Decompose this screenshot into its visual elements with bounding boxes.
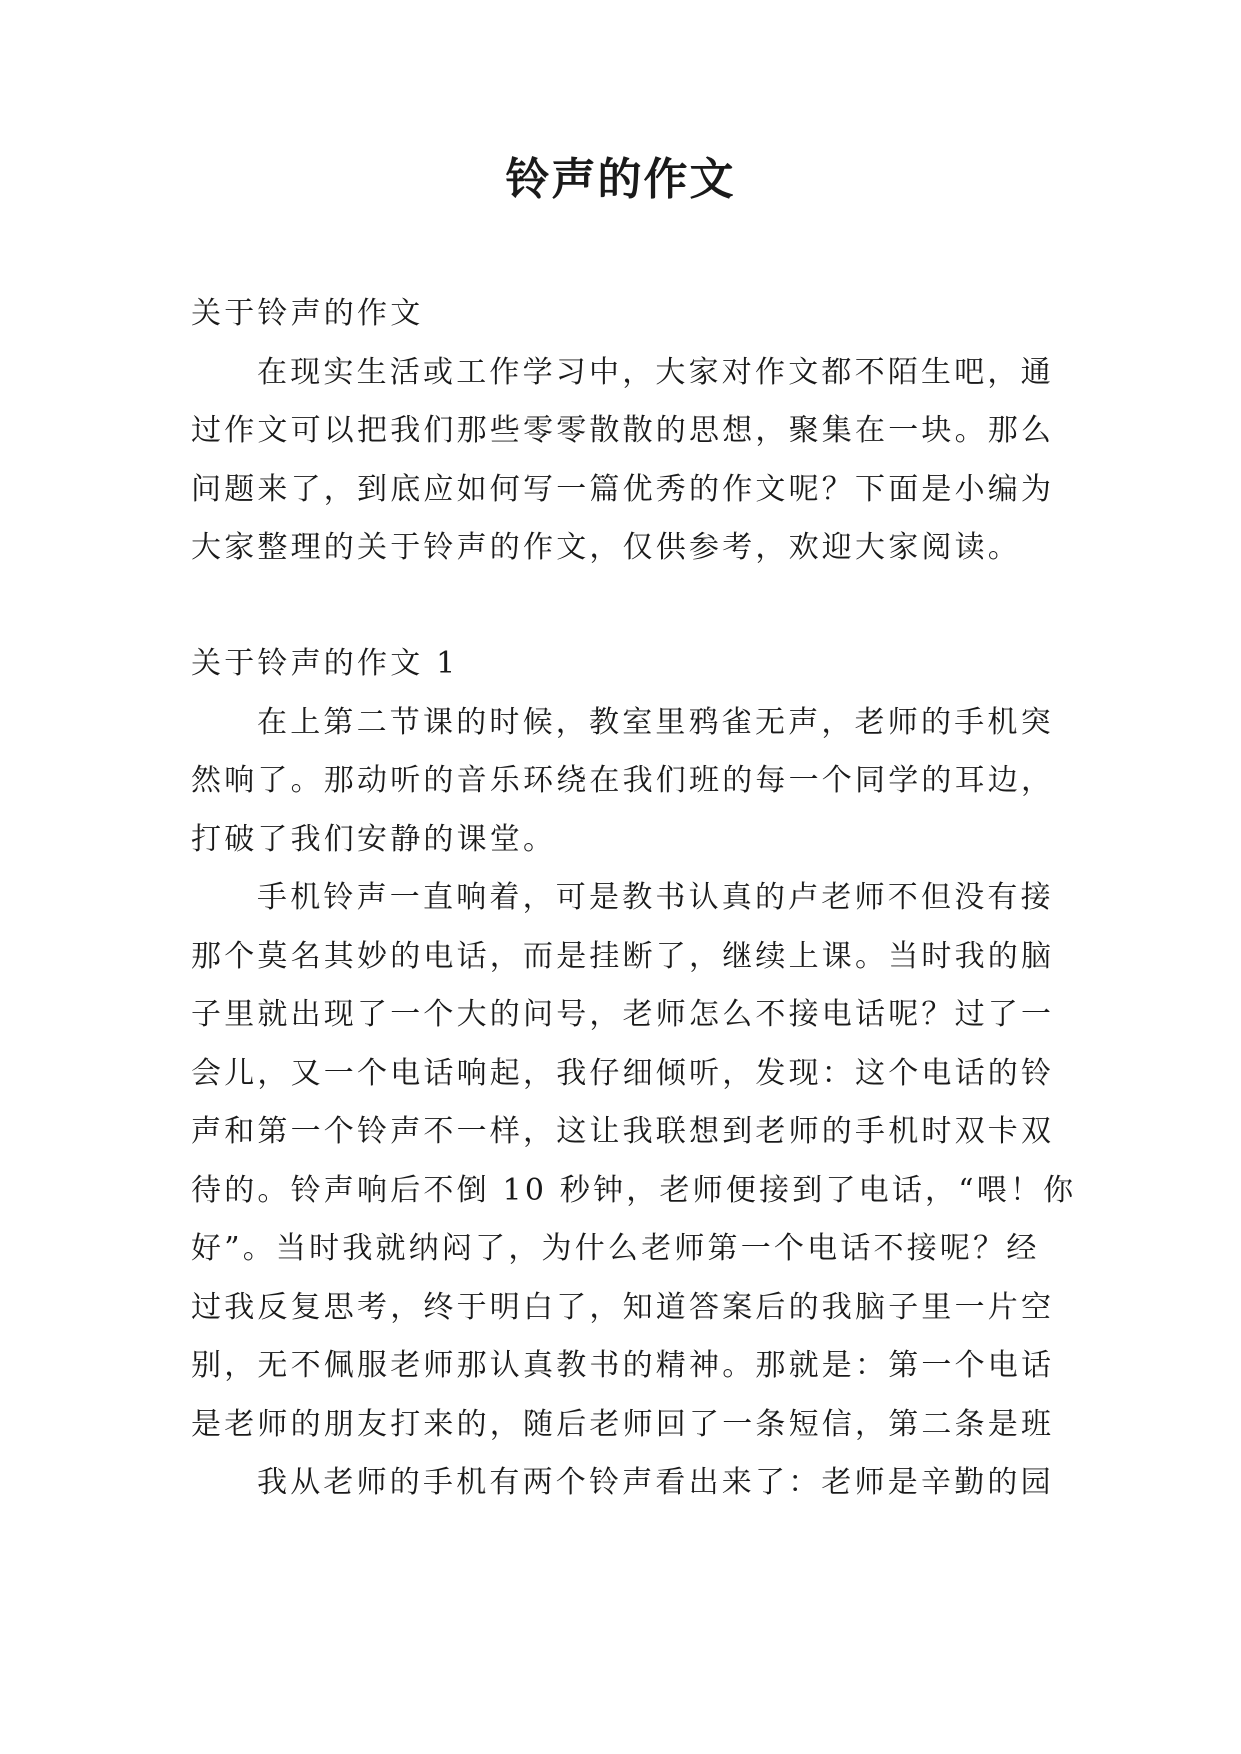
intro-paragraph-line: 问题来了，到底应如何写一篇优秀的作文呢？下面是小编为 [191, 471, 1055, 507]
paragraph-line: 我从老师的手机有两个铃声看出来了：老师是辛勤的园 [257, 1465, 1054, 1500]
intro-paragraph-line: 大家整理的关于铃声的作文，仅供参考，欢迎大家阅读。 [191, 530, 1021, 565]
paragraph-line: 子里就出现了一个大的问号，老师怎么不接电话呢？过了一 [191, 997, 1055, 1032]
essay-1-heading: 关于铃声的作文 1 [191, 646, 459, 681]
paragraph-line: 声和第一个铃声不一样，这让我联想到老师的手机时双卡双 [191, 1114, 1055, 1149]
paragraph-line: 那个莫名其妙的电话，而是挂断了，继续上课。当时我的脑 [191, 938, 1055, 974]
paragraph-line: 会儿，又一个电话响起，我仔细倾听，发现：这个电话的铃 [191, 1055, 1055, 1091]
intro-heading: 关于铃声的作文 [191, 296, 424, 331]
paragraph-line: 好”。当时我就纳闷了，为什么老师第一个电话不接呢？经 [191, 1231, 1040, 1266]
paragraph-line: 待的。铃声响后不倒 10 秒钟，老师便接到了电话，“喂！你 [191, 1172, 1077, 1208]
paragraph-line: 然响了。那动听的音乐环绕在我们班的每一个同学的耳边， [191, 763, 1055, 798]
essay-1-section [191, 635, 1077, 1513]
paragraph-line: 在上第二节课的时候，教室里鸦雀无声，老师的手机突 [257, 704, 1054, 740]
intro-paragraph-line: 在现实生活或工作学习中，大家对作文都不陌生吧，通 [257, 354, 1054, 390]
intro-section [191, 285, 1055, 578]
paragraph-line: 过我反复思考，终于明白了，知道答案后的我脑子里一片空 [191, 1289, 1055, 1325]
paragraph-line: 别，无不佩服老师那认真教书的精神。那就是：第一个电话 [191, 1348, 1055, 1383]
intro-paragraph-line: 过作文可以把我们那些零零散散的思想，聚集在一块。那么 [191, 413, 1055, 448]
paragraph-line: 手机铃声一直响着，可是教书认真的卢老师不但没有接 [257, 880, 1054, 915]
paragraph-line: 是老师的朋友打来的，随后老师回了一条短信，第二条是班 [191, 1406, 1055, 1442]
paragraph-line: 打破了我们安静的课堂。 [191, 821, 557, 857]
document-title: 铃声的作文 [505, 154, 736, 205]
